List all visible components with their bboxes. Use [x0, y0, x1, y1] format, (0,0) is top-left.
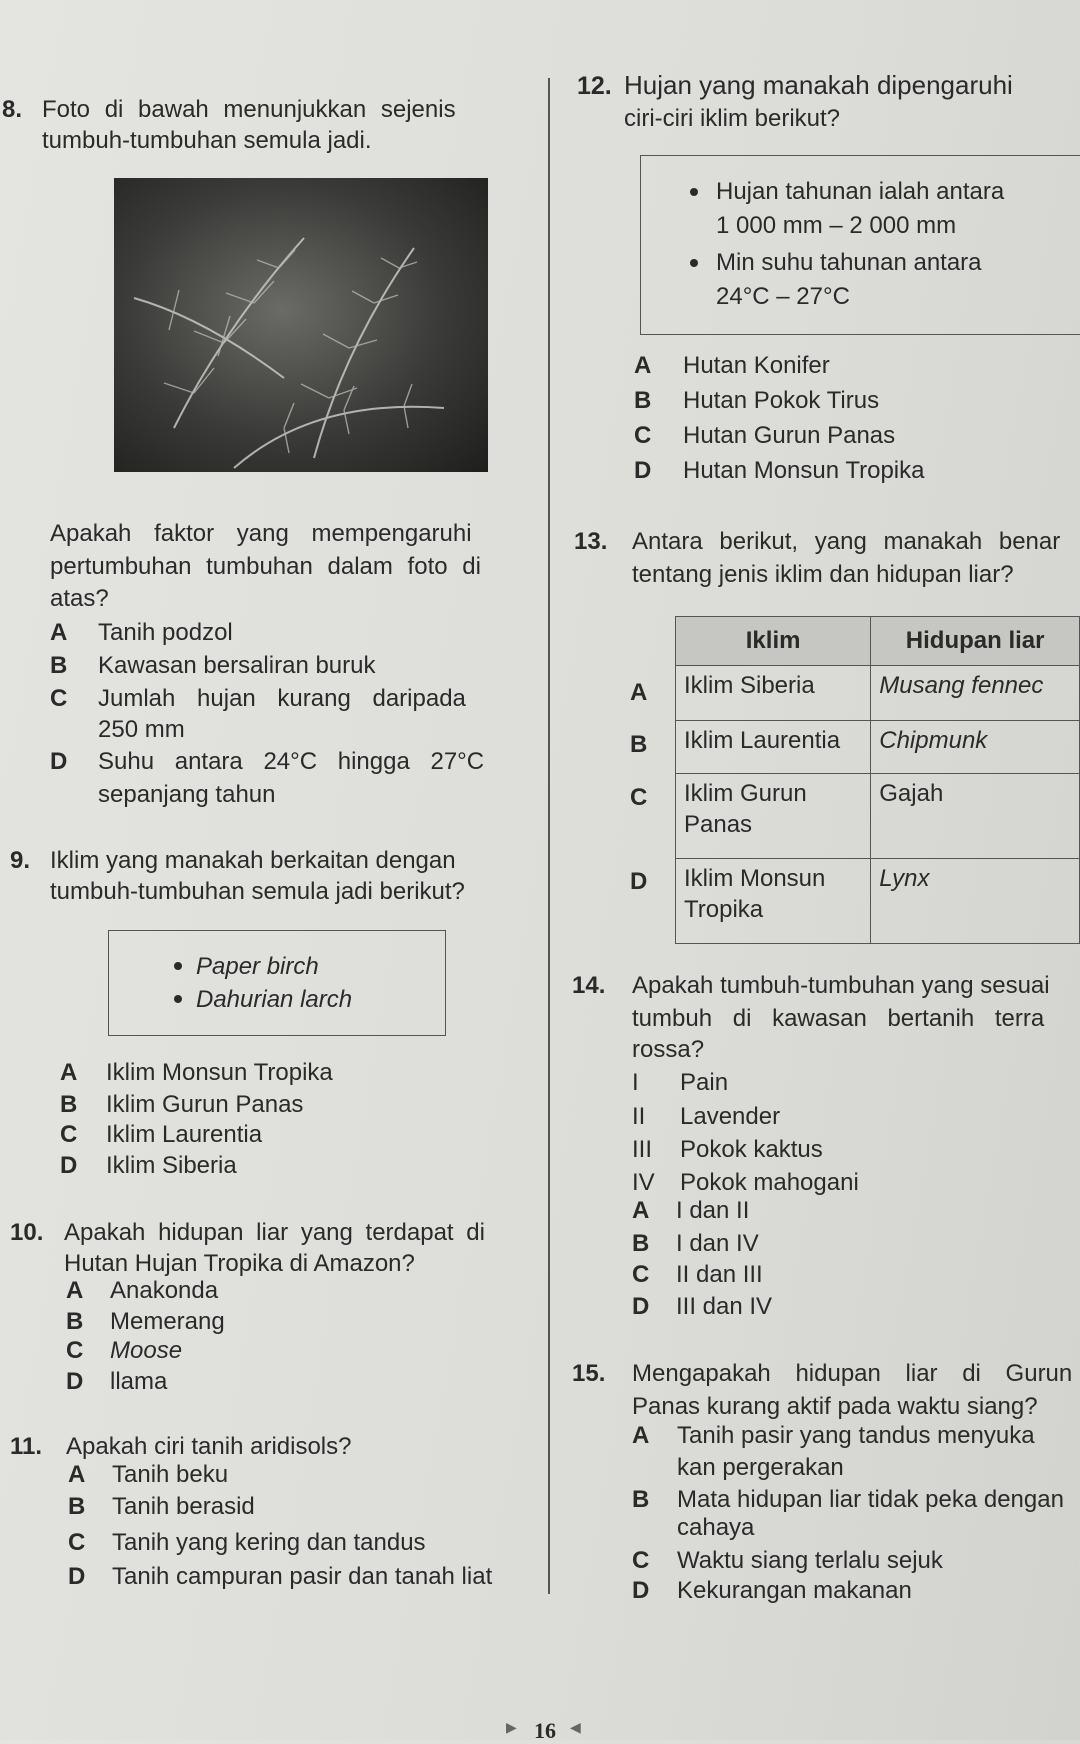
- item-numeral: IV: [632, 1169, 655, 1196]
- bullet-text: Dahurian larch: [196, 986, 353, 1013]
- option-text: Suhu antara 24°C hingga 27°C: [98, 748, 485, 775]
- option-text: Hutan Pokok Tirus: [683, 387, 880, 414]
- option-letter: B: [632, 1486, 650, 1513]
- option-letter: A: [60, 1059, 78, 1086]
- option-text: Moose: [110, 1337, 183, 1364]
- item-numeral: II: [632, 1103, 646, 1130]
- option-text: Hutan Monsun Tropika: [683, 457, 925, 484]
- bullet-text: 1 000 mm – 2 000 mm: [716, 212, 957, 239]
- climate-wildlife-table: [675, 616, 1080, 944]
- table-row: [676, 774, 1080, 859]
- question-number: 10.: [10, 1219, 44, 1246]
- header-iklim: Iklim: [676, 617, 871, 666]
- option-text: Jumlah hujan kurang daripada: [98, 685, 466, 712]
- option-text: llama: [110, 1368, 168, 1395]
- option-text: Tanih pasir yang tandus menyuka: [677, 1422, 1035, 1449]
- option-text: Tanih beku: [112, 1461, 229, 1488]
- option-letter: A: [66, 1277, 84, 1304]
- option-text: Kawasan bersaliran buruk: [98, 652, 376, 679]
- question-number: 11.: [10, 1433, 43, 1460]
- bullet-text: Min suhu tahunan antara: [716, 249, 982, 276]
- question-text: Foto di bawah menunjukkan sejenis: [42, 96, 456, 123]
- table-header-row: [676, 617, 1080, 666]
- option-letter: C: [634, 422, 652, 449]
- option-text: Anakonda: [110, 1277, 219, 1304]
- option-letter: D: [60, 1152, 78, 1179]
- question-number: 8.: [2, 96, 23, 123]
- option-letter: B: [632, 1230, 650, 1257]
- option-text: I dan II: [676, 1197, 750, 1224]
- option-letter: D: [50, 748, 68, 775]
- cell-iklim: Iklim Gurun Panas: [676, 774, 871, 859]
- option-text: Iklim Gurun Panas: [106, 1091, 304, 1118]
- option-text: sepanjang tahun: [98, 781, 276, 808]
- option-letter: C: [66, 1337, 84, 1364]
- question-text: Hujan yang manakah dipengaruhi: [624, 70, 1013, 100]
- item-text: Pokok kaktus: [680, 1136, 823, 1163]
- question-number: 9.: [10, 847, 31, 874]
- option-letter: B: [50, 652, 68, 679]
- option-letter: D: [68, 1563, 86, 1590]
- question-text: tumbuh-tumbuhan semula jadi berikut?: [50, 878, 465, 905]
- bullet-text: Paper birch: [196, 953, 319, 980]
- page-arrow-right-icon: ▶: [506, 1719, 517, 1735]
- item-numeral: I: [632, 1069, 639, 1096]
- option-text: Tanih yang kering dan tandus: [112, 1529, 426, 1556]
- option-letter: B: [66, 1308, 84, 1335]
- page-arrow-left-icon: ◀: [570, 1719, 581, 1735]
- option-letter: D: [632, 1293, 650, 1320]
- option-letter: A: [634, 352, 652, 379]
- option-letter: B: [68, 1493, 86, 1520]
- option-letter: A: [68, 1461, 86, 1488]
- option-letter: A: [50, 619, 68, 646]
- option-text: Iklim Laurentia: [106, 1121, 263, 1148]
- option-letter: C: [68, 1529, 86, 1556]
- bullet-icon: [174, 962, 182, 970]
- option-letter: C: [60, 1121, 78, 1148]
- option-text: Hutan Gurun Panas: [683, 422, 896, 449]
- page-number: 16: [534, 1718, 556, 1743]
- option-text: Hutan Konifer: [683, 352, 830, 379]
- option-letter: C: [630, 784, 648, 811]
- cell-hidupan: Musang fennec: [871, 666, 1080, 721]
- option-text: kan pergerakan: [677, 1454, 844, 1481]
- question-text: atas?: [50, 585, 109, 612]
- question-text: Mengapakah hidupan liar di Gurun: [632, 1360, 1073, 1387]
- option-letter: C: [632, 1261, 650, 1288]
- option-text: Waktu siang terlalu sejuk: [677, 1547, 943, 1574]
- bullet-icon: [690, 259, 698, 267]
- option-letter: C: [50, 685, 68, 712]
- cell-iklim: Iklim Monsun Tropika: [676, 859, 871, 944]
- question-text: rossa?: [632, 1036, 705, 1063]
- question-text: ciri-ciri iklim berikut?: [624, 105, 841, 132]
- option-letter: B: [630, 731, 648, 758]
- header-hidupan-liar: Hidupan liar: [871, 617, 1080, 666]
- option-letter: B: [60, 1091, 78, 1118]
- option-text: Tanih podzol: [98, 619, 233, 646]
- table-row: [676, 721, 1080, 774]
- option-letter: C: [632, 1547, 650, 1574]
- cell-hidupan: Gajah: [871, 774, 1080, 859]
- question-number: 13.: [574, 528, 608, 555]
- cell-iklim: Iklim Laurentia: [676, 721, 871, 774]
- option-text: Tanih campuran pasir dan tanah liat: [112, 1563, 493, 1590]
- question-text: Panas kurang aktif pada waktu siang?: [632, 1393, 1038, 1420]
- option-letter: D: [630, 868, 648, 895]
- option-text: I dan IV: [676, 1230, 759, 1257]
- option-text: Mata hidupan liar tidak peka dengan: [677, 1486, 1064, 1513]
- bullet-icon: [174, 995, 182, 1003]
- option-text: 250 mm: [98, 716, 185, 743]
- item-text: Pain: [680, 1069, 729, 1096]
- question-text: Apakah tumbuh-tumbuhan yang sesuai: [632, 972, 1050, 999]
- question-text: Apakah ciri tanih aridisols?: [66, 1433, 352, 1460]
- question-text: Apakah hidupan liar yang terdapat di: [64, 1219, 485, 1246]
- option-text: Iklim Siberia: [106, 1152, 237, 1179]
- option-letter: B: [634, 387, 652, 414]
- question-number: 15.: [572, 1360, 606, 1387]
- table-row: [676, 859, 1080, 944]
- cell-iklim: Iklim Siberia: [676, 666, 871, 721]
- cell-hidupan: Lynx: [871, 859, 1080, 944]
- option-letter: D: [632, 1577, 650, 1604]
- option-text: Memerang: [110, 1308, 225, 1335]
- column-divider: [548, 78, 550, 1594]
- option-text: III dan IV: [676, 1293, 773, 1320]
- question-text: Hutan Hujan Tropika di Amazon?: [64, 1250, 415, 1277]
- option-text: Tanih berasid: [112, 1493, 255, 1520]
- item-text: Pokok mahogani: [680, 1169, 859, 1196]
- option-letter: D: [66, 1368, 84, 1395]
- question-text: Apakah faktor yang mempengaruhi: [50, 520, 472, 547]
- option-text: Kekurangan makanan: [677, 1577, 912, 1604]
- question-text: tumbuh di kawasan bertanih terra: [632, 1005, 1045, 1032]
- option-letter: A: [630, 679, 648, 706]
- question-text: Iklim yang manakah berkaitan dengan: [50, 847, 456, 874]
- question-number: 14.: [572, 972, 606, 999]
- bullet-text: 24°C – 27°C: [716, 283, 850, 310]
- question-text: Antara berikut, yang manakah benar: [632, 528, 1061, 555]
- option-text: II dan III: [676, 1261, 763, 1288]
- question-text: tumbuh-tumbuhan semula jadi.: [42, 127, 372, 154]
- option-text: cahaya: [677, 1514, 755, 1541]
- option-letter: A: [632, 1422, 650, 1449]
- cell-hidupan: Chipmunk: [871, 721, 1080, 774]
- item-numeral: III: [632, 1136, 653, 1163]
- plant-list-box: [108, 930, 446, 1036]
- table-row: [676, 666, 1080, 721]
- question-text: tentang jenis iklim dan hidupan liar?: [632, 561, 1014, 588]
- bullet-text: Hujan tahunan ialah antara: [716, 178, 1005, 205]
- bullet-icon: [690, 188, 698, 196]
- question-text: pertumbuhan tumbuhan dalam foto di: [50, 553, 481, 580]
- option-text: Iklim Monsun Tropika: [106, 1059, 333, 1086]
- question-number: 12.: [577, 72, 612, 100]
- option-letter: D: [634, 457, 652, 484]
- item-text: Lavender: [680, 1103, 781, 1130]
- fern-photo: [114, 178, 488, 472]
- option-letter: A: [632, 1197, 650, 1224]
